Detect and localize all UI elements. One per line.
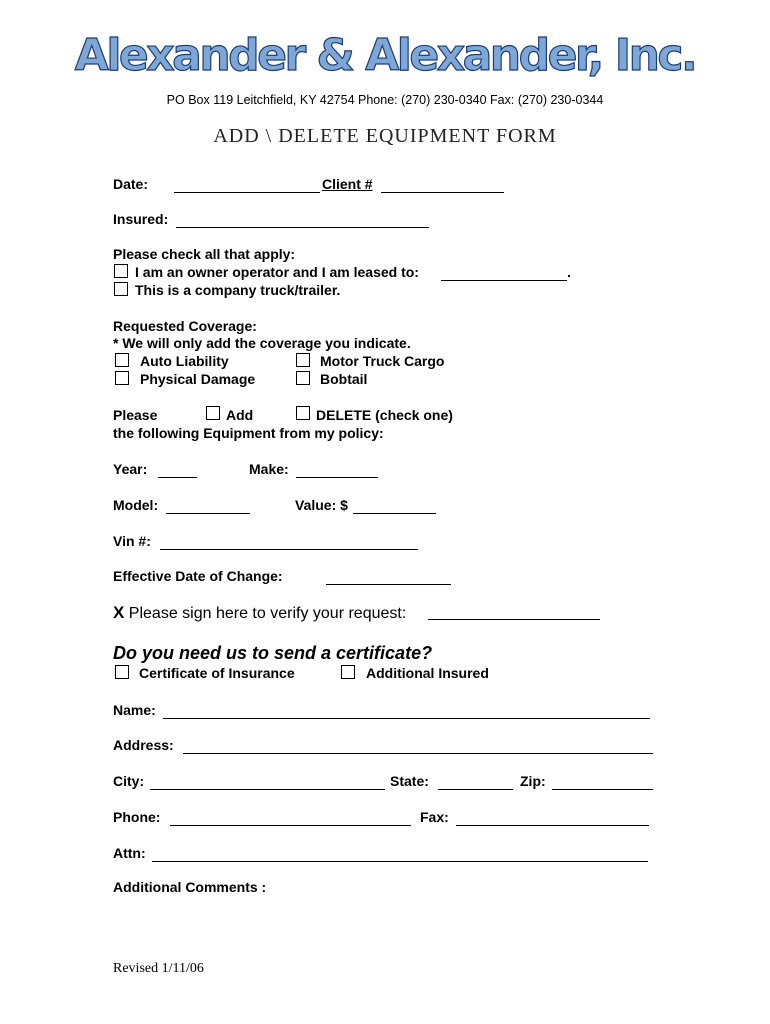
zip-field[interactable] bbox=[552, 772, 653, 790]
model-label: Model: bbox=[113, 497, 159, 513]
auto-liability-checkbox[interactable] bbox=[115, 353, 129, 367]
fax-field[interactable] bbox=[456, 808, 649, 826]
city-field[interactable] bbox=[150, 772, 385, 790]
certificate-heading: Do you need us to send a certificate? bbox=[113, 643, 433, 663]
signature-field[interactable] bbox=[428, 602, 600, 620]
requested-coverage-heading: Requested Coverage: bbox=[113, 318, 257, 334]
add-checkbox[interactable] bbox=[206, 406, 220, 420]
effective-date-label: Effective Date of Change: bbox=[113, 568, 283, 584]
form-title: ADD \ DELETE EQUIPMENT FORM bbox=[213, 125, 557, 147]
physical-damage-label: Physical Damage bbox=[140, 371, 256, 387]
delete-label: DELETE (check one) bbox=[316, 407, 453, 423]
bobtail-checkbox[interactable] bbox=[296, 371, 310, 385]
name-field[interactable] bbox=[163, 701, 650, 719]
year-label: Year: bbox=[113, 461, 148, 477]
coverage-note: * We will only add the coverage you indicate. bbox=[113, 335, 411, 351]
city-label: City: bbox=[113, 773, 145, 789]
phone-label: Phone: bbox=[113, 809, 161, 825]
check-all-heading: Please check all that apply: bbox=[113, 246, 296, 262]
add-label: Add bbox=[226, 407, 254, 423]
attn-field[interactable] bbox=[152, 844, 648, 862]
vin-label: Vin #: bbox=[113, 533, 151, 549]
vin-field[interactable] bbox=[160, 532, 418, 550]
owner-operator-checkbox[interactable] bbox=[114, 264, 128, 278]
state-field[interactable] bbox=[438, 772, 513, 790]
address-field[interactable] bbox=[183, 736, 653, 754]
state-label: State: bbox=[390, 773, 429, 789]
certificate-of-insurance-checkbox[interactable] bbox=[115, 665, 129, 679]
motor-truck-cargo-checkbox[interactable] bbox=[296, 353, 310, 367]
leased-to-field[interactable] bbox=[441, 263, 567, 281]
leased-to-period: . bbox=[567, 264, 571, 280]
client-number-field[interactable] bbox=[381, 175, 504, 193]
company-truck-label: This is a company truck/trailer. bbox=[135, 282, 341, 298]
value-label: Value: $ bbox=[295, 497, 348, 513]
effective-date-field[interactable] bbox=[326, 567, 451, 585]
delete-checkbox[interactable] bbox=[296, 406, 310, 420]
additional-comments-label: Additional Comments : bbox=[113, 879, 267, 895]
make-field[interactable] bbox=[296, 460, 378, 478]
insured-label: Insured: bbox=[113, 211, 169, 227]
additional-comments-area[interactable] bbox=[113, 900, 653, 950]
name-label: Name: bbox=[113, 702, 156, 718]
address-label: Address: bbox=[113, 737, 174, 753]
zip-label: Zip: bbox=[520, 773, 546, 789]
please-label: Please bbox=[113, 407, 158, 423]
attn-label: Attn: bbox=[113, 845, 146, 861]
year-field[interactable] bbox=[158, 460, 197, 478]
revised-date: Revised 1/11/06 bbox=[113, 961, 204, 976]
auto-liability-label: Auto Liability bbox=[140, 353, 229, 369]
additional-insured-checkbox[interactable] bbox=[341, 665, 355, 679]
insured-field[interactable] bbox=[176, 210, 429, 228]
following-equipment-label: the following Equipment from my policy: bbox=[113, 425, 384, 441]
date-label: Date: bbox=[113, 176, 149, 192]
signature-x-mark: X bbox=[113, 603, 125, 622]
client-number-label: Client # bbox=[322, 176, 373, 192]
additional-insured-label: Additional Insured bbox=[366, 665, 489, 681]
physical-damage-checkbox[interactable] bbox=[115, 371, 129, 385]
date-field[interactable] bbox=[174, 175, 320, 193]
fax-label: Fax: bbox=[420, 809, 449, 825]
model-field[interactable] bbox=[166, 496, 250, 514]
company-truck-checkbox[interactable] bbox=[114, 282, 128, 296]
signature-prompt-text: Please sign here to verify your request: bbox=[128, 605, 407, 622]
bobtail-label: Bobtail bbox=[320, 371, 368, 387]
signature-prompt bbox=[113, 603, 406, 624]
motor-truck-cargo-label: Motor Truck Cargo bbox=[320, 353, 445, 369]
phone-field[interactable] bbox=[170, 808, 411, 826]
company-logo-text: Alexander & Alexander, Inc. bbox=[74, 30, 696, 81]
owner-operator-label: I am an owner operator and I am leased to: bbox=[135, 264, 419, 280]
value-field[interactable] bbox=[353, 496, 436, 514]
make-label: Make: bbox=[249, 461, 289, 477]
company-address-line: PO Box 119 Leitchfield, KY 42754 Phone: (270) 230-0340 Fax: (270) 230-0344 bbox=[166, 93, 604, 107]
certificate-of-insurance-label: Certificate of Insurance bbox=[139, 665, 295, 681]
